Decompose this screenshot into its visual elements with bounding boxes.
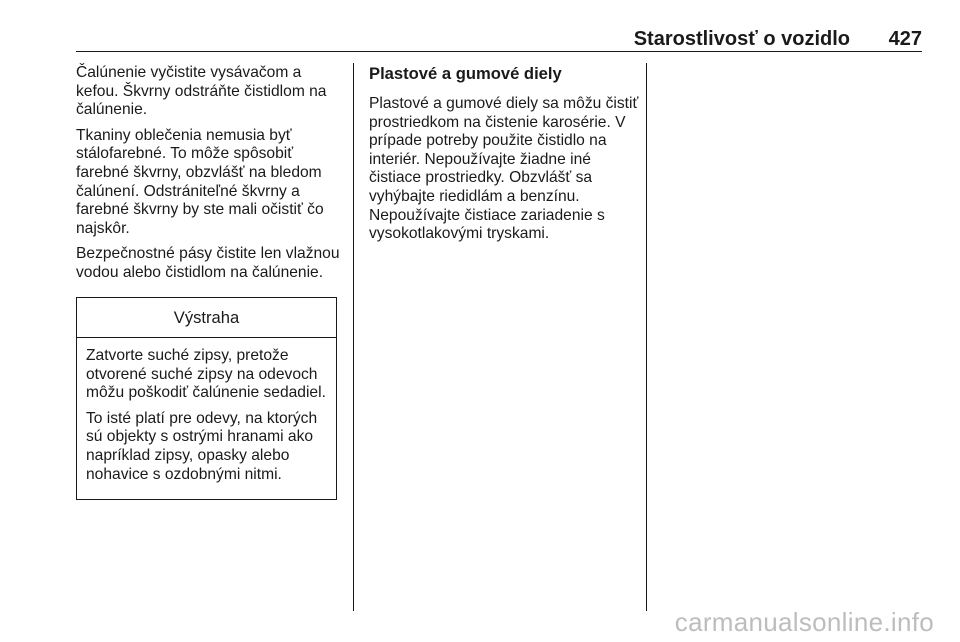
watermark: carmanualsonline.info bbox=[674, 607, 934, 637]
page-number: 427 bbox=[888, 28, 922, 50]
paragraph-plastic-rubber-cleaning: Plastové a gumové diely sa môžu čistiť prostriedkom na čistenie karosérie. V prípade potreby použite čistidlo na interiér. Nepoužívajte žiadne iné čistiace prostriedky. Obzvlášť sa vyhýbajte riedidlám a benzínu. Nepoužívajte čistiace zariadenie s vysokotlakovými tryskami. bbox=[369, 95, 639, 243]
section-title: Starostlivosť o vozidlo bbox=[633, 28, 850, 50]
column-divider-left bbox=[353, 63, 354, 611]
paragraph-seat-belts: Bezpečnostné pásy čistite len vlažnou vodou alebo čistidlom na čalúnenie. bbox=[76, 245, 340, 281]
warning-paragraph-velcro: Zatvorte suché zipsy, pretože otvorené suché zipsy na odevoch môžu poškodiť čalúnenie sedadiel. bbox=[86, 347, 326, 402]
middle-column bbox=[369, 64, 641, 251]
paragraph-clothing-colorfastness: Tkaniny oblečenia nemusia byť stálofarebné. To môže spôsobiť farebné škvrny, obzvlášť na bledom čalúnení. Odstrániteľné škvrny a farebné škvrny by ste mali očistiť čo najskôr. bbox=[76, 126, 324, 237]
section-heading-plastic-rubber: Plastové a gumové diely bbox=[369, 64, 562, 83]
warning-box bbox=[76, 297, 337, 500]
column-divider-right bbox=[646, 63, 647, 611]
header-divider bbox=[76, 51, 922, 52]
warning-paragraph-sharp-objects: To isté platí pre odevy, na ktorých sú objekty s ostrými hranami ako napríklad zipsy, opasky alebo nohavice s ozdobnými nitmi. bbox=[86, 409, 318, 483]
paragraph-upholstery-cleaning: Čalúnenie vyčistite vysávačom a kefou. Škvrny odstráňte čistidlom na čalúnenie. bbox=[76, 64, 327, 119]
warning-body bbox=[77, 338, 336, 484]
warning-title: Výstraha bbox=[77, 298, 336, 338]
left-column bbox=[76, 64, 342, 290]
page-header bbox=[76, 26, 922, 54]
